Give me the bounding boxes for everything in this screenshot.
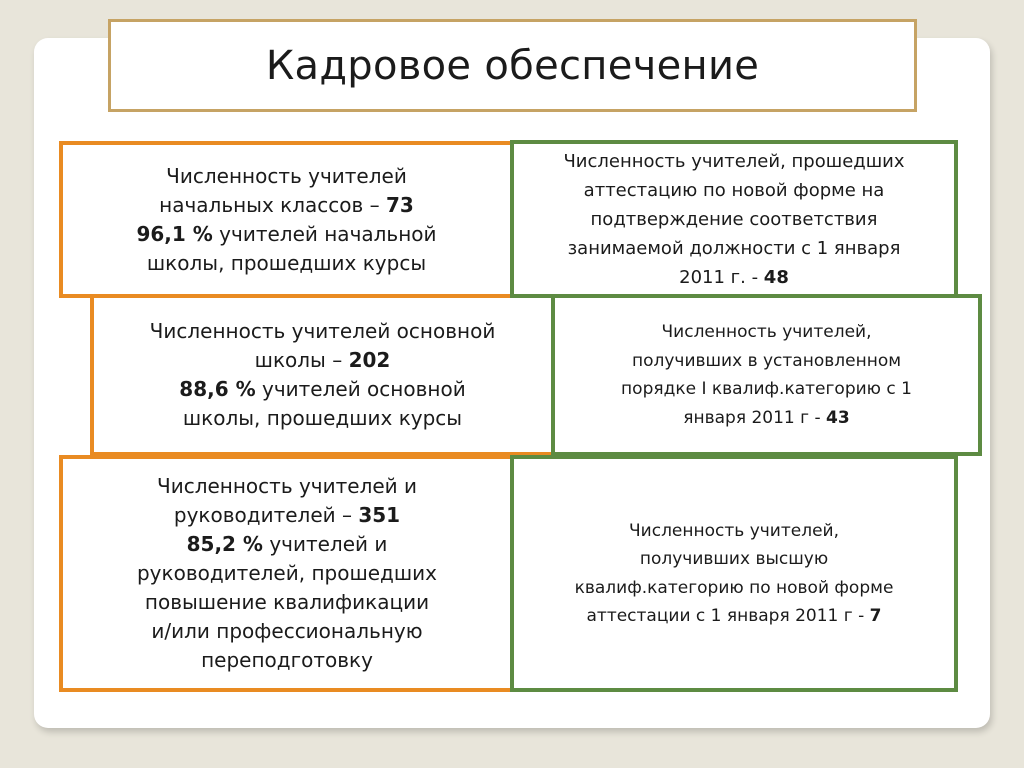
teachers-managers-count: 351	[358, 503, 401, 527]
basic-school-teachers-text: Численность учителей основной школы – 202 88,6 % учителей основной школы, прошедших курсы	[149, 319, 496, 430]
page-title: Кадровое обеспечение	[265, 42, 760, 89]
highest-category-text: Численность учителей, получивших высшую квалиф.категорию по новой форме аттестации с 1 января 2011 г - 7	[574, 520, 894, 626]
basic-school-teachers-box	[90, 294, 555, 456]
teachers-managers-percent: 85,2 %	[186, 532, 263, 556]
first-category-text: Численность учителей, получивших в установленном порядке I квалиф.категорию с 1 января 2011 г - 43	[621, 322, 912, 428]
attestation-box	[510, 140, 958, 298]
primary-teachers-percent: 96,1 %	[136, 221, 213, 246]
attestation-text: Численность учителей, прошедших аттестацию по новой форме на подтверждение соответствия занимаемой должности с 1 января 2011 г. - 48	[563, 150, 905, 288]
first-category-count: 43	[826, 407, 850, 428]
basic-school-teachers-count: 202	[348, 348, 391, 372]
primary-teachers-count: 73	[386, 192, 414, 217]
highest-category-count: 7	[869, 606, 882, 626]
primary-teachers-box	[59, 141, 514, 298]
teachers-managers-box	[59, 455, 515, 692]
teachers-managers-text: Численность учителей и руководителей – 351 85,2 % учителей и руководителей, прошедших повышение квалификации и/или профессиональную переподготовку	[136, 474, 438, 672]
title-box	[108, 19, 917, 112]
primary-teachers-text: Численность учителей начальных классов – 73 96,1 % учителей начальной школы, прошедших курсы	[136, 163, 437, 275]
highest-category-box	[510, 455, 958, 692]
basic-school-teachers-percent: 88,6 %	[179, 377, 256, 401]
attestation-count: 48	[763, 266, 789, 288]
first-category-box	[551, 294, 982, 456]
